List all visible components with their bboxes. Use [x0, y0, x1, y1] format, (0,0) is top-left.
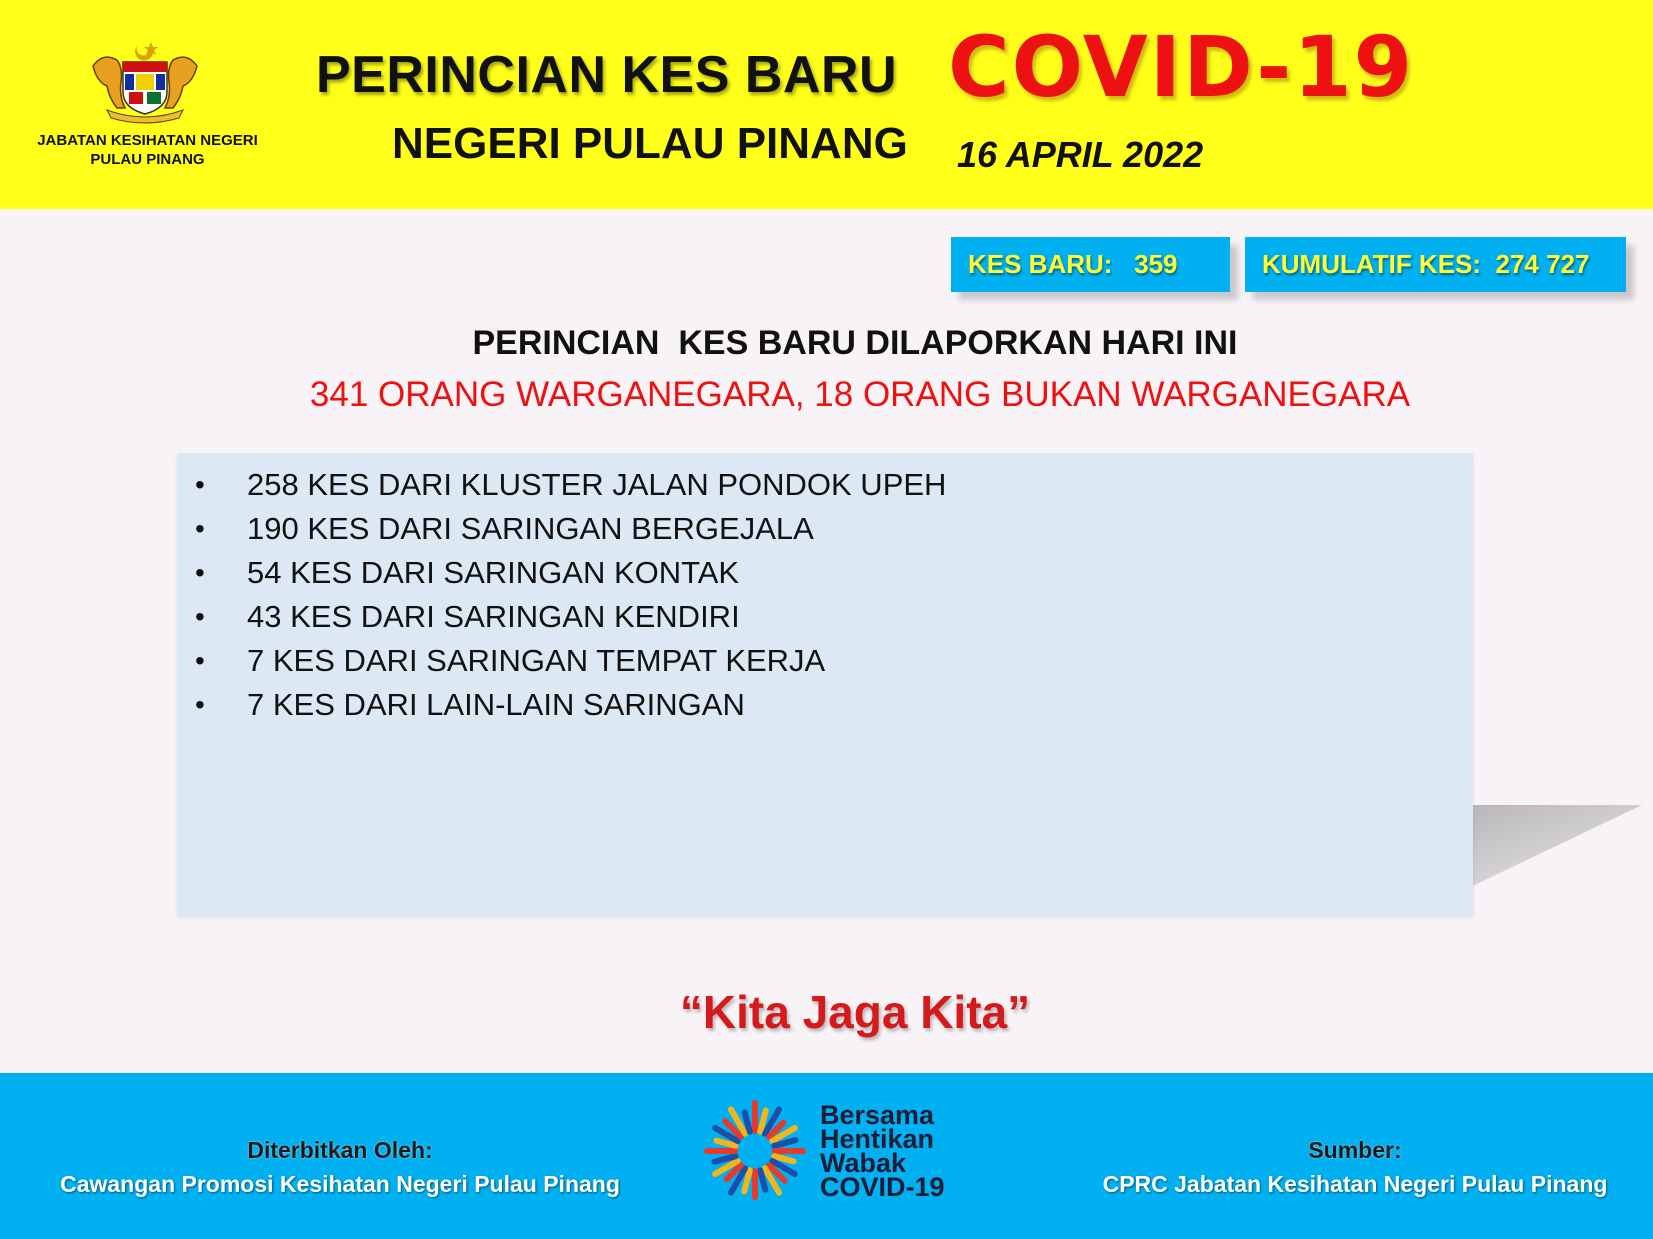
list-item-text: 54 KES DARI SARINGAN KONTAK — [247, 555, 740, 590]
bullet-icon: • — [195, 689, 205, 720]
malaysia-coat-of-arms-icon — [85, 36, 205, 124]
bullet-icon: • — [195, 469, 205, 500]
list-item — [195, 683, 946, 727]
publisher-info — [40, 1133, 640, 1201]
report-date: 16 APRIL 2022 — [957, 134, 1204, 175]
cumulative-cases-badge: KUMULATIF KES: 274 727 — [1245, 237, 1626, 292]
bullet-icon: • — [195, 557, 205, 588]
bullet-icon: • — [195, 645, 205, 676]
department-name — [10, 131, 285, 169]
list-item-text: 43 KES DARI SARINGAN KENDIRI — [247, 599, 740, 634]
list-item — [195, 551, 946, 595]
list-item — [195, 507, 946, 551]
campaign-logo-icon — [700, 1096, 810, 1206]
new-cases-badge: KES BARU: 359 — [951, 237, 1230, 292]
section-subheading: 341 ORANG WARGANEGARA, 18 ORANG BUKAN WARGANEGARA — [309, 375, 1411, 414]
department-line-2: PULAU PINANG — [90, 151, 205, 168]
source-name: CPRC Jabatan Kesihatan Negeri Pulau Pinang — [1102, 1171, 1608, 1197]
list-item-text: 258 KES DARI KLUSTER JALAN PONDOK UPEH — [247, 467, 947, 502]
publisher-name: Cawangan Promosi Kesihatan Negeri Pulau Pinang — [60, 1171, 620, 1197]
campaign-line-3: Wabak — [820, 1148, 907, 1178]
page-title: PERINCIAN KES BARU — [316, 46, 898, 104]
source-label: Sumber: — [1308, 1137, 1402, 1163]
publisher-label: Diterbitkan Oleh: — [247, 1137, 433, 1163]
slogan: “Kita Jaga Kita” — [679, 986, 1031, 1038]
list-item — [195, 463, 946, 507]
case-breakdown-list — [195, 463, 946, 727]
state-title: NEGERI PULAU PINANG — [392, 119, 908, 168]
list-item-text: 190 KES DARI SARINGAN BERGEJALA — [247, 511, 814, 546]
campaign-text — [820, 1100, 945, 1202]
covid-title: COVID-19 — [948, 18, 1415, 116]
department-line-1: JABATAN KESIHATAN NEGERI — [37, 132, 258, 149]
campaign-line-4: COVID-19 — [820, 1172, 945, 1202]
list-item-text: 7 KES DARI LAIN-LAIN SARINGAN — [247, 687, 745, 722]
bullet-icon: • — [195, 601, 205, 632]
campaign-line-2: Hentikan — [820, 1124, 935, 1154]
list-item — [195, 639, 946, 683]
source-info — [1085, 1133, 1625, 1201]
list-item-text: 7 KES DARI SARINGAN TEMPAT KERJA — [247, 643, 826, 678]
footer-banner — [0, 1073, 1653, 1239]
list-item — [195, 595, 946, 639]
section-heading: PERINCIAN KES BARU DILAPORKAN HARI INI — [472, 324, 1238, 362]
case-breakdown-box — [177, 453, 1473, 915]
bullet-icon: • — [195, 513, 205, 544]
campaign-line-1: Bersama — [820, 1100, 935, 1130]
header-banner — [0, 0, 1653, 209]
